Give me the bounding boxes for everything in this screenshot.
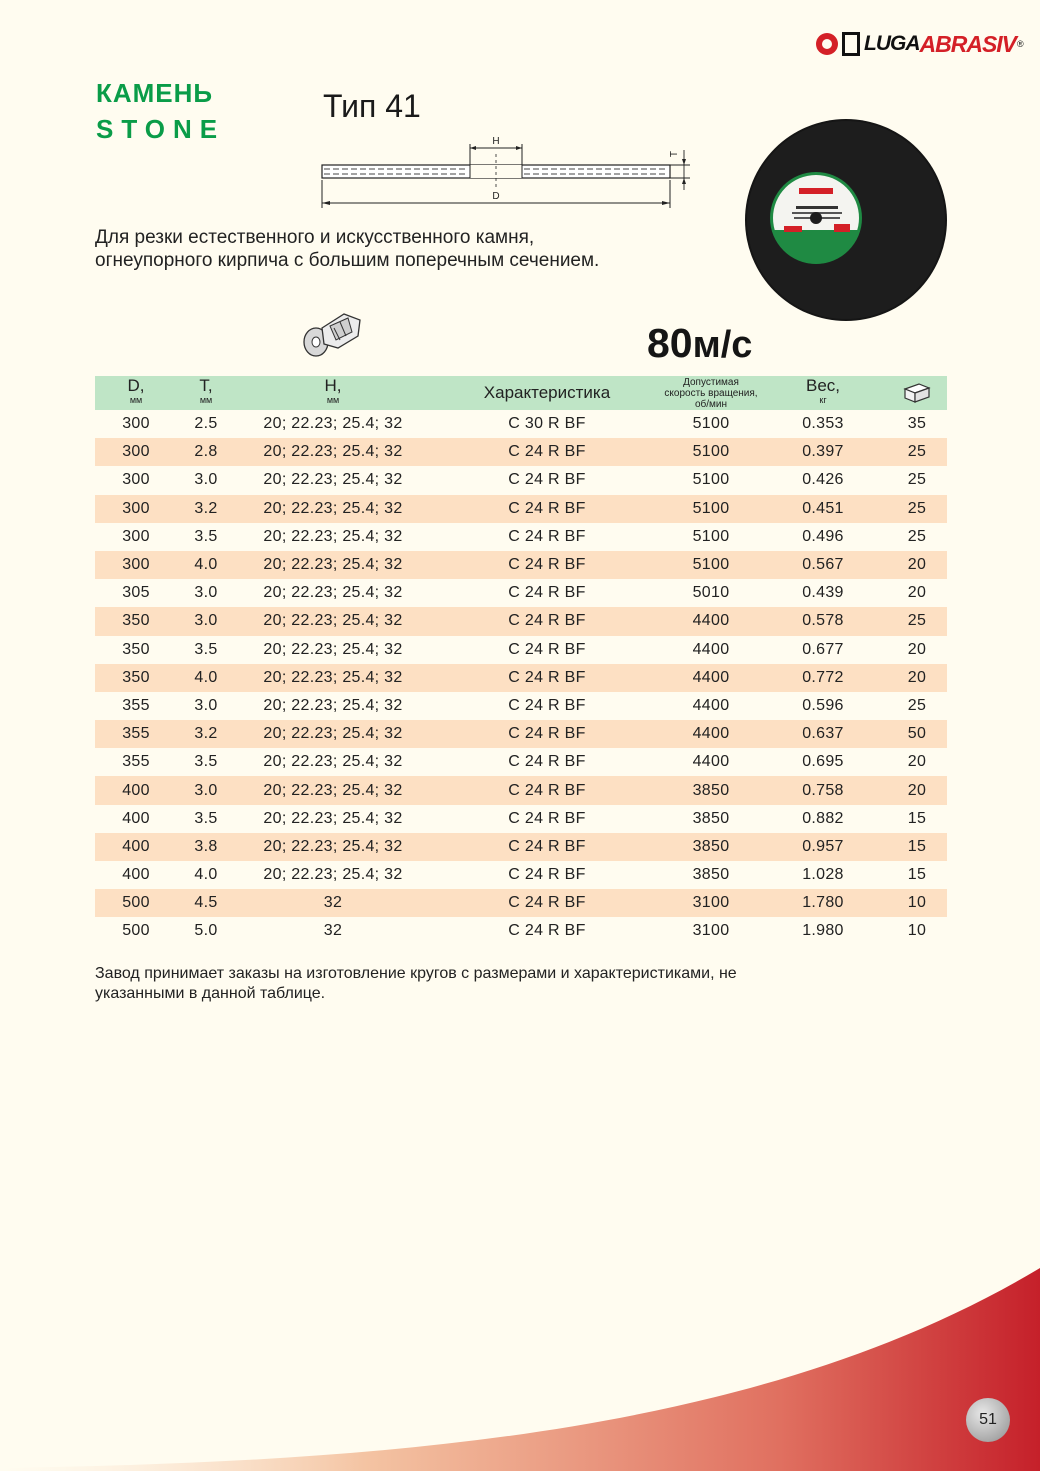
label-t: T [669, 150, 680, 158]
cell-d: 355 [122, 696, 150, 714]
cell-d: 300 [122, 556, 150, 574]
cell-speed: 4400 [692, 640, 730, 658]
cell-characteristic: C 24 R BF [508, 527, 586, 545]
cell-pack-qty: 25 [907, 471, 927, 489]
cell-d: 400 [122, 837, 150, 855]
cell-pack-qty: 35 [907, 415, 927, 433]
cell-weight: 0.496 [802, 527, 844, 545]
cell-characteristic: C 24 R BF [508, 753, 586, 771]
cell-d: 400 [122, 781, 150, 799]
table-row [95, 579, 947, 607]
cell-h: 20; 22.23; 25.4; 32 [263, 668, 403, 686]
cell-characteristic: C 24 R BF [508, 584, 586, 602]
cell-t: 3.0 [194, 471, 218, 489]
cell-pack-qty: 20 [907, 556, 927, 574]
category-title-en: STONE [96, 114, 226, 144]
decorative-corner-swoosh [0, 1240, 1040, 1471]
table-row [95, 833, 947, 861]
type-label: Тип 41 [323, 88, 421, 124]
cell-t: 4.0 [194, 866, 218, 884]
label-d: D [492, 191, 500, 202]
max-speed-label [647, 320, 752, 367]
cell-d: 300 [122, 443, 150, 461]
cell-d: 300 [122, 415, 150, 433]
cell-speed: 5100 [692, 443, 730, 461]
brand-logo [816, 28, 1024, 60]
logo-registered: ® [1017, 39, 1024, 49]
cell-weight: 0.578 [802, 612, 844, 630]
cell-t: 3.0 [194, 696, 218, 714]
cell-characteristic: C 24 R BF [508, 556, 586, 574]
box-icon [902, 381, 932, 403]
cell-d: 300 [122, 527, 150, 545]
cell-weight: 0.957 [802, 837, 844, 855]
disc-profile-diagram [316, 130, 696, 212]
table-row [95, 607, 947, 635]
cell-t: 3.8 [194, 837, 218, 855]
cell-weight: 0.451 [802, 499, 844, 517]
cell-pack-qty: 15 [907, 837, 927, 855]
cell-characteristic: C 24 R BF [508, 668, 586, 686]
cell-h: 20; 22.23; 25.4; 32 [263, 499, 403, 517]
cell-characteristic: C 24 R BF [508, 640, 586, 658]
column-header-characteristic: Характеристика [483, 383, 611, 402]
cell-pack-qty: 25 [907, 612, 927, 630]
cell-pack-qty: 20 [907, 668, 927, 686]
cell-pack-qty: 25 [907, 499, 927, 517]
cell-characteristic: C 30 R BF [508, 415, 586, 433]
cell-speed: 3850 [692, 781, 730, 799]
cell-speed: 3850 [692, 837, 730, 855]
cell-h: 20; 22.23; 25.4; 32 [263, 612, 403, 630]
table-row [95, 861, 947, 889]
cell-characteristic: C 24 R BF [508, 725, 586, 743]
cell-speed: 4400 [692, 753, 730, 771]
cell-speed: 3100 [692, 894, 730, 912]
cell-h: 20; 22.23; 25.4; 32 [263, 471, 403, 489]
cell-weight: 0.567 [802, 556, 844, 574]
cell-h: 20; 22.23; 25.4; 32 [263, 527, 403, 545]
table-header-row [95, 376, 947, 410]
table-row [95, 410, 947, 438]
cell-pack-qty: 20 [907, 753, 927, 771]
speed-unit: м/с [692, 324, 753, 366]
cell-weight: 1.780 [802, 894, 844, 912]
cell-t: 3.0 [194, 584, 218, 602]
column-header-d: D, мм [127, 376, 145, 405]
cell-t: 4.5 [194, 894, 218, 912]
cutting-disc-image [744, 118, 948, 322]
cell-weight: 0.677 [802, 640, 844, 658]
cell-speed: 5100 [692, 556, 730, 574]
footnote: Завод принимает заказы на изготовление кругов с размерами и характеристиками, не указанными в данной таблице. [95, 965, 737, 1002]
cell-weight: 0.353 [802, 415, 844, 433]
cell-pack-qty: 20 [907, 781, 927, 799]
cell-characteristic: C 24 R BF [508, 922, 586, 940]
cell-speed: 5100 [692, 527, 730, 545]
column-header-speed: Допустимая скорость вращения, об/мин [664, 376, 758, 410]
cell-speed: 5100 [692, 471, 730, 489]
cell-d: 355 [122, 753, 150, 771]
cell-d: 500 [122, 922, 150, 940]
logo-frame-icon [842, 32, 860, 56]
cell-speed: 5010 [692, 584, 730, 602]
cell-pack-qty: 20 [907, 584, 927, 602]
cell-speed: 3100 [692, 922, 730, 940]
cell-h: 20; 22.23; 25.4; 32 [263, 415, 403, 433]
cell-characteristic: C 24 R BF [508, 443, 586, 461]
table-row [95, 466, 947, 494]
cell-h: 32 [323, 922, 343, 940]
page-number: 51 [966, 1398, 1010, 1442]
cell-t: 4.0 [194, 668, 218, 686]
cell-characteristic: C 24 R BF [508, 894, 586, 912]
category-title-ru: КАМЕНЬ [96, 78, 214, 108]
cell-t: 2.5 [194, 415, 218, 433]
table-row [95, 748, 947, 776]
cell-weight: 0.397 [802, 443, 844, 461]
cell-weight: 1.980 [802, 922, 844, 940]
cell-pack-qty: 25 [907, 443, 927, 461]
table-body [95, 410, 947, 946]
cell-t: 4.0 [194, 556, 218, 574]
cell-speed: 5100 [692, 499, 730, 517]
cell-h: 20; 22.23; 25.4; 32 [263, 556, 403, 574]
table-row [95, 438, 947, 466]
cell-t: 3.0 [194, 781, 218, 799]
table-row [95, 805, 947, 833]
table-row [95, 523, 947, 551]
cut-off-machine-icon [300, 306, 366, 362]
logo-suffix: ABRASIV [919, 30, 1017, 57]
cell-t: 5.0 [194, 922, 218, 940]
cell-speed: 4400 [692, 725, 730, 743]
cell-speed: 3850 [692, 809, 730, 827]
cell-h: 20; 22.23; 25.4; 32 [263, 837, 403, 855]
cell-t: 3.5 [194, 753, 218, 771]
cell-d: 350 [122, 612, 150, 630]
table-row [95, 889, 947, 917]
table-row [95, 636, 947, 664]
cell-h: 20; 22.23; 25.4; 32 [263, 640, 403, 658]
table-row [95, 776, 947, 804]
cell-h: 32 [323, 894, 343, 912]
cell-h: 20; 22.23; 25.4; 32 [263, 443, 403, 461]
cell-weight: 0.637 [802, 725, 844, 743]
cell-pack-qty: 50 [907, 725, 927, 743]
cell-speed: 4400 [692, 668, 730, 686]
cell-weight: 0.596 [802, 696, 844, 714]
cell-h: 20; 22.23; 25.4; 32 [263, 781, 403, 799]
cell-h: 20; 22.23; 25.4; 32 [263, 866, 403, 884]
cell-t: 3.5 [194, 640, 218, 658]
cell-speed: 4400 [692, 696, 730, 714]
cell-pack-qty: 20 [907, 640, 927, 658]
cell-t: 3.0 [194, 612, 218, 630]
cell-characteristic: C 24 R BF [508, 696, 586, 714]
cell-h: 20; 22.23; 25.4; 32 [263, 584, 403, 602]
table-row [95, 551, 947, 579]
cell-weight: 1.028 [802, 866, 844, 884]
logo-prefix: LUGA [864, 32, 920, 55]
cell-t: 3.2 [194, 499, 218, 517]
table-row [95, 692, 947, 720]
cell-characteristic: C 24 R BF [508, 499, 586, 517]
cell-pack-qty: 15 [907, 866, 927, 884]
column-header-t: T, мм [199, 376, 213, 405]
cell-d: 355 [122, 725, 150, 743]
cell-d: 400 [122, 809, 150, 827]
cell-speed: 5100 [692, 415, 730, 433]
cell-pack-qty: 10 [907, 922, 927, 940]
cell-characteristic: C 24 R BF [508, 837, 586, 855]
cell-characteristic: C 24 R BF [508, 866, 586, 884]
cell-pack-qty: 15 [907, 809, 927, 827]
cell-d: 500 [122, 894, 150, 912]
cell-t: 2.8 [194, 443, 218, 461]
table-row [95, 495, 947, 523]
cell-d: 300 [122, 471, 150, 489]
cell-d: 350 [122, 668, 150, 686]
table-row [95, 720, 947, 748]
cell-characteristic: C 24 R BF [508, 809, 586, 827]
cell-weight: 0.772 [802, 668, 844, 686]
speed-value: 80 [647, 320, 693, 366]
table-row [95, 917, 947, 945]
cell-characteristic: C 24 R BF [508, 781, 586, 799]
column-header-weight: Вес, кг [805, 376, 841, 405]
column-header-pack [887, 376, 947, 410]
cell-h: 20; 22.23; 25.4; 32 [263, 725, 403, 743]
cell-h: 20; 22.23; 25.4; 32 [263, 696, 403, 714]
label-h: H [492, 136, 500, 147]
cell-pack-qty: 25 [907, 527, 927, 545]
cell-d: 350 [122, 640, 150, 658]
specification-table [95, 376, 947, 946]
cell-weight: 0.426 [802, 471, 844, 489]
cell-h: 20; 22.23; 25.4; 32 [263, 753, 403, 771]
cell-weight: 0.882 [802, 809, 844, 827]
cell-t: 3.2 [194, 725, 218, 743]
cell-pack-qty: 25 [907, 696, 927, 714]
logo-disc-icon [816, 33, 838, 55]
cell-weight: 0.695 [802, 753, 844, 771]
cell-d: 305 [122, 584, 150, 602]
cell-t: 3.5 [194, 527, 218, 545]
cell-d: 400 [122, 866, 150, 884]
cell-t: 3.5 [194, 809, 218, 827]
cell-weight: 0.758 [802, 781, 844, 799]
cell-speed: 3850 [692, 866, 730, 884]
cell-characteristic: C 24 R BF [508, 471, 586, 489]
column-header-h: H, мм [324, 376, 342, 405]
cell-d: 300 [122, 499, 150, 517]
product-description: Для резки естественного и искусственного камня, огнеупорного кирпича с большим поперечным сечением. [95, 227, 600, 271]
cell-weight: 0.439 [802, 584, 844, 602]
cell-speed: 4400 [692, 612, 730, 630]
cell-pack-qty: 10 [907, 894, 927, 912]
table-row [95, 664, 947, 692]
cell-h: 20; 22.23; 25.4; 32 [263, 809, 403, 827]
cell-characteristic: C 24 R BF [508, 612, 586, 630]
